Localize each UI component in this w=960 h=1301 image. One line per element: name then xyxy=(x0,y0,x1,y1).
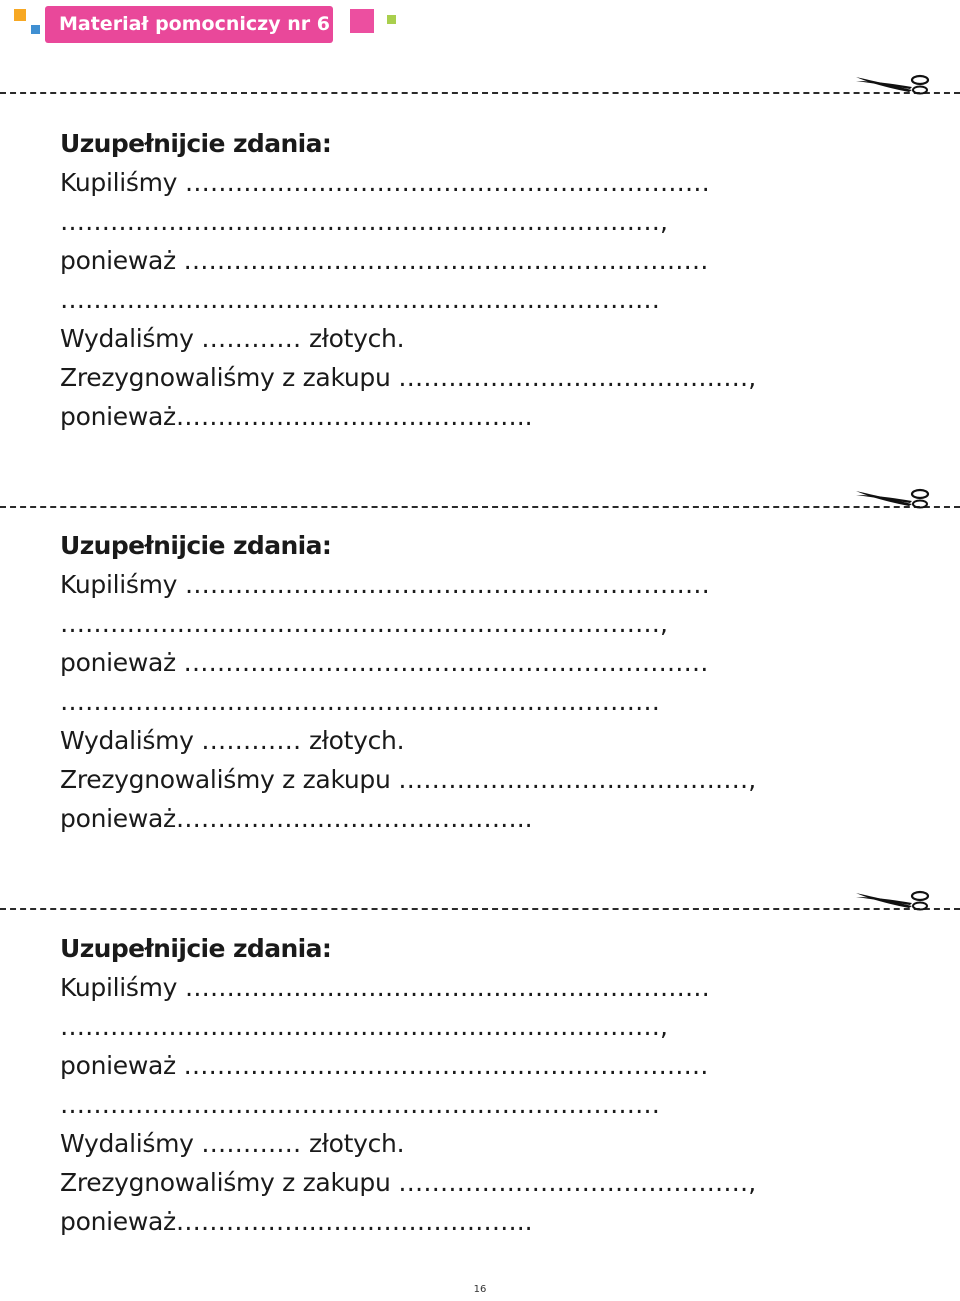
decor-square-pink xyxy=(350,9,374,33)
bought-label: Kupiliśmy xyxy=(60,570,178,599)
page-number: 16 xyxy=(473,1284,487,1295)
resigned-blank: ……………………………………, xyxy=(398,1168,757,1197)
because-blank: ……………………………………………………… xyxy=(183,648,709,677)
line-spent xyxy=(60,721,404,760)
bought-blank-continued: ………………………………………………………………, xyxy=(60,609,668,638)
because-blank-continued: ……………………………………………………………… xyxy=(60,687,660,716)
decor-square-orange xyxy=(14,9,26,21)
because-blank: ……………………………………………………… xyxy=(183,246,709,275)
bought-label: Kupiliśmy xyxy=(60,973,178,1002)
because-label: ponieważ xyxy=(60,1051,176,1080)
resigned-label: Zrezygnowaliśmy z zakupu xyxy=(60,765,391,794)
because-label: ponieważ xyxy=(60,648,176,677)
line-because-1 xyxy=(60,241,708,280)
line-because-2 xyxy=(60,799,533,838)
resigned-blank: ……………………………………, xyxy=(398,765,757,794)
line-bought xyxy=(60,968,710,1007)
spent-blank: ………… xyxy=(201,1129,302,1158)
decor-square-green xyxy=(387,15,396,24)
cut-line-2 xyxy=(0,506,960,508)
because-label: ponieważ xyxy=(60,246,176,275)
resigned-label: Zrezygnowaliśmy z zakupu xyxy=(60,363,391,392)
because-blank: ……………..…………………….. xyxy=(175,402,533,431)
decor-square-blue xyxy=(31,25,40,34)
section-heading: Uzupełnijcie zdania: xyxy=(60,531,332,560)
spent-label: Wydaliśmy xyxy=(60,324,194,353)
line-because-1 xyxy=(60,1046,708,1085)
because-label: ponieważ xyxy=(60,1207,176,1236)
because-blank-continued: ……………………………………………………………… xyxy=(60,1090,660,1119)
bought-label: Kupiliśmy xyxy=(60,168,178,197)
spent-blank: ………… xyxy=(201,324,302,353)
spent-label: Wydaliśmy xyxy=(60,726,194,755)
scissors-icon xyxy=(854,71,934,95)
because-blank: ……………..…………………….. xyxy=(175,1207,533,1236)
cut-line-3 xyxy=(0,908,960,910)
because-blank: ……………..…………………….. xyxy=(175,804,533,833)
bought-blank-continued: ………………………………………………………………, xyxy=(60,207,668,236)
because-blank-continued: ……………………………………………………………… xyxy=(60,285,660,314)
scissors-icon xyxy=(854,485,934,509)
line-resigned xyxy=(60,358,756,397)
spent-unit: złotych. xyxy=(308,726,405,755)
line-because-2 xyxy=(60,1202,533,1241)
section-heading: Uzupełnijcie zdania: xyxy=(60,129,332,158)
resigned-label: Zrezygnowaliśmy z zakupu xyxy=(60,1168,391,1197)
because-label: ponieważ xyxy=(60,804,176,833)
line-bought xyxy=(60,163,710,202)
line-bought xyxy=(60,565,710,604)
spent-unit: złotych. xyxy=(308,324,405,353)
line-spent xyxy=(60,1124,404,1163)
line-because-2 xyxy=(60,397,533,436)
because-label: ponieważ xyxy=(60,402,176,431)
line-spent xyxy=(60,319,404,358)
bought-blank: ……………………………………………………… xyxy=(184,973,710,1002)
bought-blank: ……………………………………………………… xyxy=(184,168,710,197)
because-blank: ……………………………………………………… xyxy=(183,1051,709,1080)
bought-blank-continued: ………………………………………………………………, xyxy=(60,1012,668,1041)
cut-line-1 xyxy=(0,92,960,94)
resigned-blank: ……………………………………, xyxy=(398,363,757,392)
spent-blank: ………… xyxy=(201,726,302,755)
header-title: Materiał pomocniczy nr 6 xyxy=(45,6,333,43)
spent-label: Wydaliśmy xyxy=(60,1129,194,1158)
spent-unit: złotych. xyxy=(308,1129,405,1158)
scissors-icon xyxy=(854,887,934,911)
line-resigned xyxy=(60,760,756,799)
section-heading: Uzupełnijcie zdania: xyxy=(60,934,332,963)
bought-blank: ……………………………………………………… xyxy=(184,570,710,599)
line-because-1 xyxy=(60,643,708,682)
line-resigned xyxy=(60,1163,756,1202)
